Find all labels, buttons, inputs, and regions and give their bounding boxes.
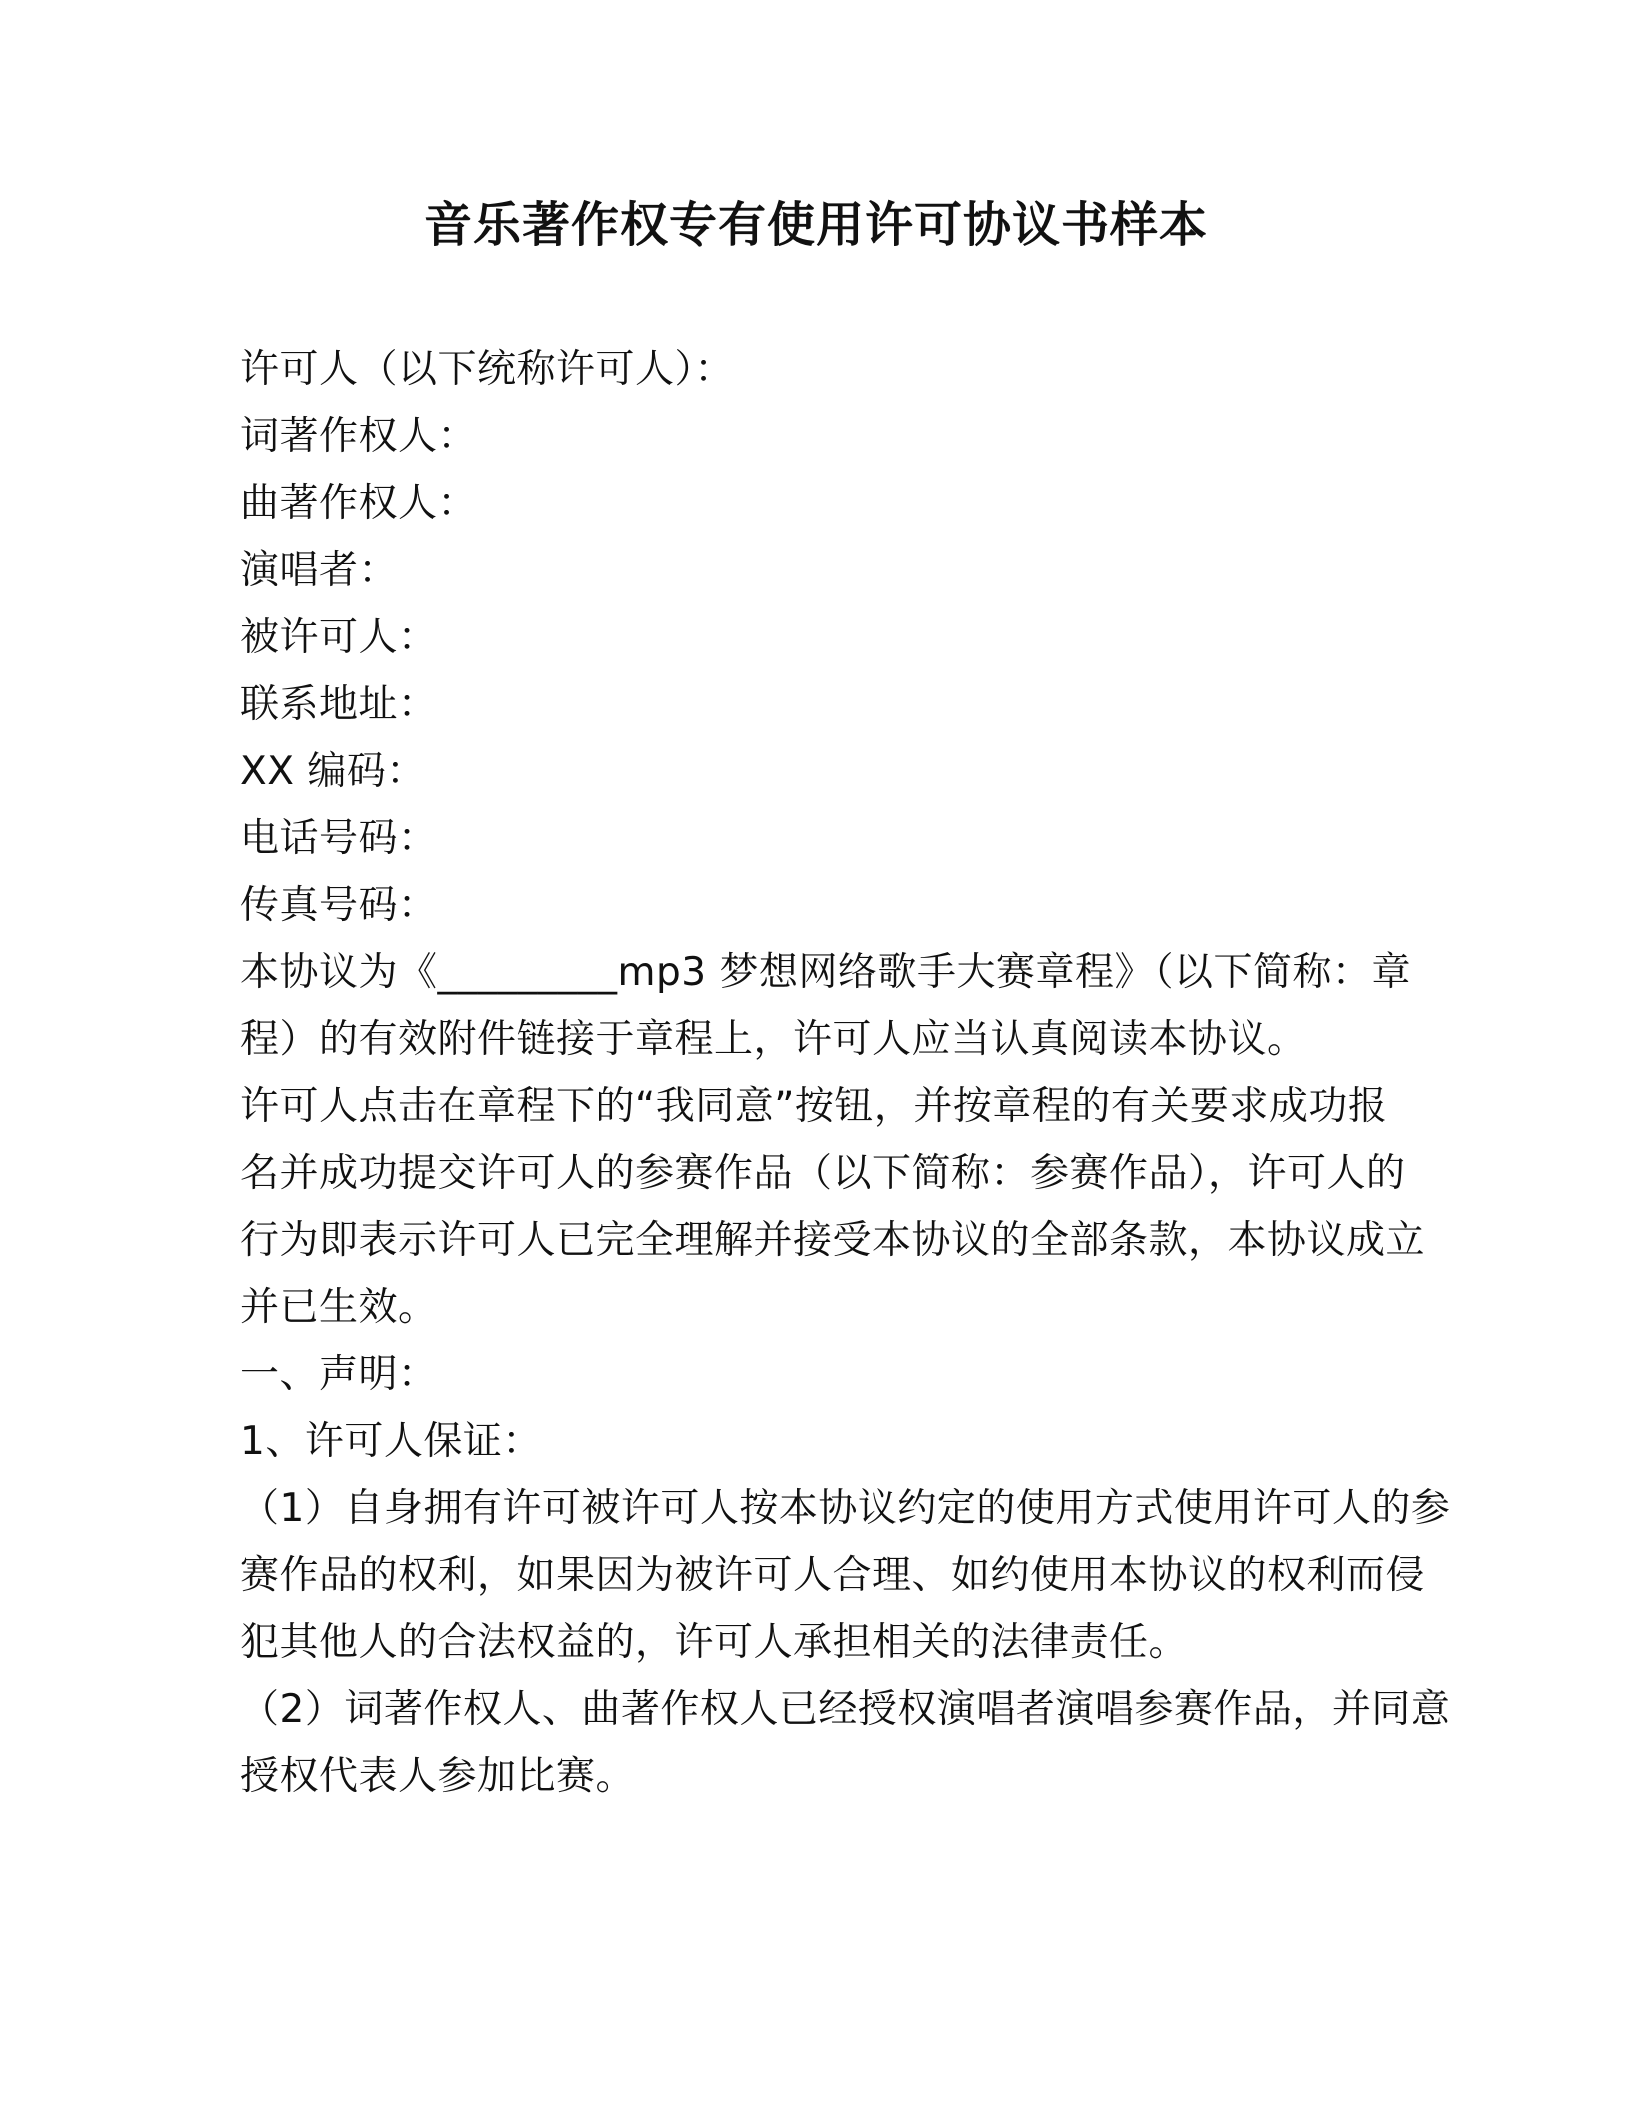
field-licensor: 许可人（以下统称许可人）：	[240, 347, 735, 392]
paragraph-line: 本协议为《_________mp3 梦想网络歌手大赛章程》（以下简称：章	[240, 950, 1411, 995]
field-lyrics-copyright-holder: 词著作权人：	[240, 414, 478, 459]
clause-line: （2）词著作权人、曲著作权人已经授权演唱者演唱参赛作品，并同意	[240, 1687, 1451, 1732]
field-music-copyright-holder: 曲著作权人：	[240, 481, 478, 526]
field-performer: 演唱者：	[240, 548, 399, 593]
subsection-heading: 1、许可人保证：	[240, 1419, 542, 1464]
paragraph-line: 行为即表示许可人已完全理解并接受本协议的全部条款，本协议成立	[240, 1218, 1426, 1263]
field-phone: 电话号码：	[240, 816, 438, 861]
clause-line: （1）自身拥有许可被许可人按本协议约定的使用方式使用许可人的参	[240, 1486, 1451, 1531]
clause-line: 赛作品的权利，如果因为被许可人合理、如约使用本协议的权利而侵	[240, 1553, 1426, 1598]
field-postal-code: XX 编码：	[240, 749, 426, 794]
paragraph-line: 许可人点击在章程下的“我同意”按钮，并按章程的有关要求成功报	[240, 1084, 1388, 1129]
document-title: 音乐著作权专有使用许可协议书样本	[423, 197, 1208, 253]
paragraph-line: 程）的有效附件链接于章程上，许可人应当认真阅读本协议。	[240, 1017, 1307, 1062]
clause-2	[240, 1676, 1451, 1810]
clause-line: 犯其他人的合法权益的，许可人承担相关的法律责任。	[240, 1620, 1189, 1665]
paragraph-line: 名并成功提交许可人的参赛作品（以下简称：参赛作品），许可人的	[240, 1151, 1406, 1196]
clause-line: 授权代表人参加比赛。	[240, 1754, 636, 1799]
intro-paragraph	[240, 939, 1411, 1073]
clause-1	[240, 1475, 1451, 1676]
field-licensee: 被许可人：	[240, 615, 438, 660]
section-heading: 一、声明：	[240, 1352, 438, 1397]
consent-paragraph	[240, 1073, 1426, 1341]
document-body	[240, 336, 1451, 1810]
field-fax: 传真号码：	[240, 883, 438, 928]
paragraph-line: 并已生效。	[240, 1285, 438, 1330]
field-address: 联系地址：	[240, 682, 438, 727]
